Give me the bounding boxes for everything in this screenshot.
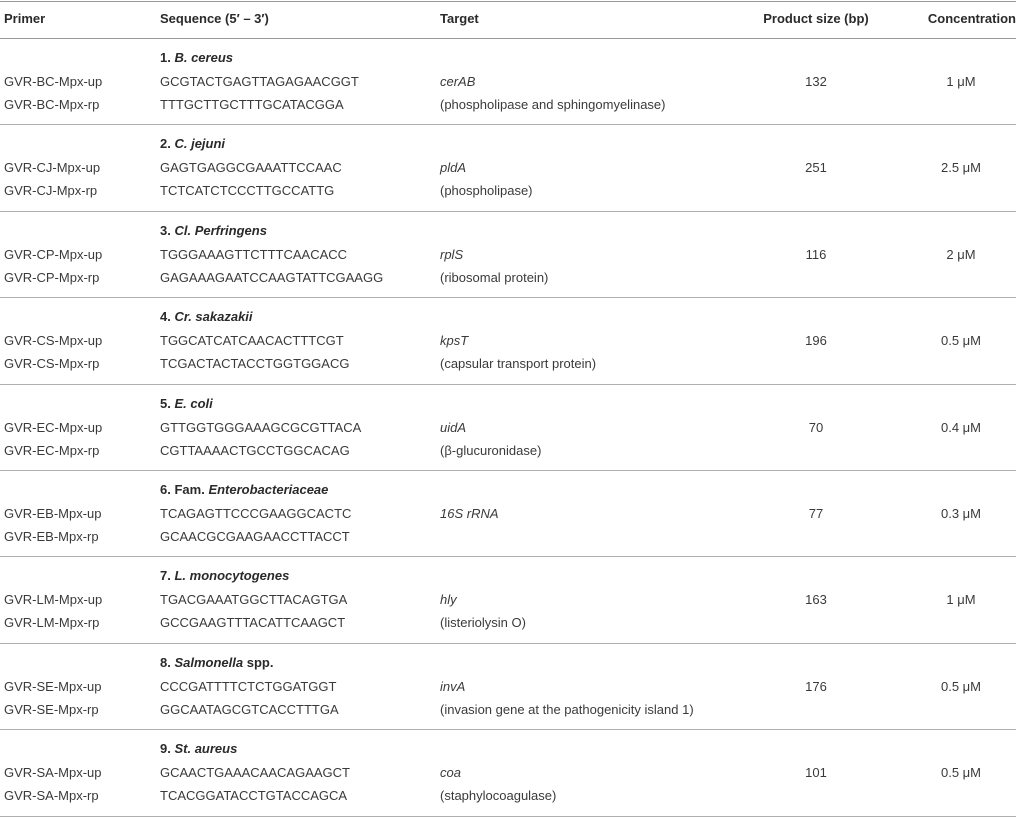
group-rule — [0, 124, 1016, 125]
primer-sequence-rp: GCCGAAGTTTACATTCAAGCT — [160, 615, 346, 631]
organism-name: Cl. Perfringens — [174, 222, 267, 238]
concentration: 0.5 μM — [940, 333, 981, 349]
primer-sequence-up: GCAACTGAAACAACAGAAGCT — [160, 765, 350, 781]
group-rule — [0, 211, 1016, 212]
organism-number: 7. — [160, 568, 171, 584]
organism-prefix: Fam. — [174, 482, 205, 497]
primer-sequence-up: TGACGAAATGGCTTACAGTGA — [160, 592, 348, 608]
organism-title — [160, 50, 233, 66]
primer-name-up: GVR-SE-Mpx-up — [4, 678, 102, 694]
target-gene: hly — [440, 592, 457, 608]
organism-name: Cr. sakazakii — [174, 309, 253, 325]
primer-sequence-up: TCAGAGTTCCCGAAGGCACTC — [160, 506, 352, 521]
concentration: 0.5 μM — [940, 678, 981, 694]
primer-name-rp: GVR-BC-Mpx-rp — [4, 97, 100, 112]
group-rule — [0, 816, 1016, 817]
primer-name-up: GVR-BC-Mpx-up — [4, 74, 103, 89]
group-rule — [0, 729, 1016, 730]
target-description: (invasion gene at the pathogenicity island 1) — [440, 701, 694, 717]
primer-name-rp: GVR-EB-Mpx-rp — [4, 529, 99, 544]
primer-sequence-up: TGGGAAAGTTCTTTCAACACC — [160, 246, 348, 262]
primer-name-up: GVR-EC-Mpx-up — [4, 419, 103, 435]
product-size: 77 — [808, 506, 824, 521]
target-gene: coa — [440, 765, 461, 781]
primer-sequence-rp: GAGAAAGAATCCAAGTATTCGAAGG — [160, 269, 384, 285]
target-description: (capsular transport protein) — [440, 356, 597, 372]
target-gene: rplS — [440, 246, 464, 262]
product-size: 176 — [805, 678, 827, 694]
header-product-size: Product size (bp) — [763, 11, 869, 26]
primer-name-up: GVR-SA-Mpx-up — [4, 765, 102, 781]
concentration: 2.5 μM — [940, 160, 981, 176]
primer-name-up: GVR-EB-Mpx-up — [4, 506, 102, 521]
primer-name-rp: GVR-SA-Mpx-rp — [4, 788, 99, 804]
primer-name-up: GVR-CJ-Mpx-up — [4, 160, 101, 176]
primer-sequence-rp: TTTGCTTGCTTTGCATACGGA — [160, 97, 344, 112]
header-rule — [0, 38, 1016, 39]
primer-name-rp: GVR-LM-Mpx-rp — [4, 615, 100, 631]
concentration: 2 μM — [946, 246, 976, 262]
primer-sequence-up: GTTGGTGGGAAAGCGCGTTACA — [160, 419, 362, 435]
target-description: (phospholipase) — [440, 183, 533, 199]
product-size: 251 — [805, 160, 827, 176]
group-rule — [0, 384, 1016, 385]
primer-name-rp: GVR-CP-Mpx-rp — [4, 269, 100, 285]
organism-title — [160, 655, 273, 671]
primer-sequence-up: TGGCATCATCAACACTTTCGT — [160, 333, 344, 349]
product-size: 101 — [805, 765, 827, 781]
product-size: 196 — [805, 333, 827, 349]
organism-title — [160, 741, 237, 757]
primer-name-rp: GVR-SE-Mpx-rp — [4, 701, 99, 717]
primer-sequence-up: GCGTACTGAGTTAGAGAACGGT — [160, 74, 359, 89]
organism-suffix: spp. — [246, 654, 274, 670]
group-rule — [0, 470, 1016, 471]
primer-sequence-rp: CGTTAAAACTGCCTGGCACAG — [160, 442, 350, 458]
organism-number: 1. — [160, 50, 171, 65]
organism-title — [160, 568, 289, 584]
organism-number: 3. — [160, 222, 171, 238]
organism-number: 2. — [160, 136, 171, 152]
target-gene: invA — [440, 678, 466, 694]
target-description: (ribosomal protein) — [440, 269, 549, 285]
organism-name: E. coli — [174, 395, 213, 411]
organism-number: 4. — [160, 309, 171, 325]
organism-number: 5. — [160, 395, 171, 411]
concentration: 1 μM — [946, 592, 976, 608]
target-gene: cerAB — [440, 74, 476, 89]
primer-sequence-rp: TCACGGATACCTGTACCAGCA — [160, 788, 348, 804]
target-description: (β-glucuronidase) — [440, 442, 542, 458]
target-gene: pldA — [440, 160, 467, 176]
organism-name: B. cereus — [174, 50, 234, 65]
product-size: 70 — [808, 419, 824, 435]
primer-name-up: GVR-CP-Mpx-up — [4, 246, 103, 262]
organism-name: C. jejuni — [174, 136, 226, 152]
organism-number: 6. — [160, 482, 171, 497]
header-target: Target — [440, 11, 479, 26]
concentration: 0.4 μM — [940, 419, 981, 435]
primer-sequence-up: CCCGATTTTCTCTGGATGGT — [160, 678, 337, 694]
primer-sequence-rp: TCGACTACTACCTGGTGGACG — [160, 356, 350, 372]
group-rule — [0, 297, 1016, 298]
target-gene: kpsT — [440, 333, 469, 349]
header-concentration: Concentration — [927, 11, 1016, 26]
primer-name-rp: GVR-CJ-Mpx-rp — [4, 183, 98, 199]
target-gene: 16S rRNA — [440, 506, 499, 521]
organism-name: Salmonella — [174, 654, 244, 670]
group-rule — [0, 556, 1016, 557]
organism-name: St. aureus — [174, 741, 238, 757]
target-description: (staphylocoagulase) — [440, 788, 557, 804]
organism-number: 9. — [160, 741, 171, 757]
primer-name-up: GVR-CS-Mpx-up — [4, 333, 103, 349]
organism-title — [160, 223, 267, 239]
primer-name-rp: GVR-EC-Mpx-rp — [4, 442, 100, 458]
table-top-rule — [0, 1, 1016, 2]
primer-name-up: GVR-LM-Mpx-up — [4, 592, 103, 608]
organism-title — [160, 482, 328, 498]
group-rule — [0, 643, 1016, 644]
target-description: (listeriolysin O) — [440, 615, 526, 631]
primer-sequence-rp: TCTCATCTCCCTTGCCATTG — [160, 183, 335, 199]
organism-number: 8. — [160, 654, 171, 670]
primer-sequence-rp: GGCAATAGCGTCACCTTTGA — [160, 701, 339, 717]
primer-name-rp: GVR-CS-Mpx-rp — [4, 356, 100, 372]
organism-name: L. monocytogenes — [174, 568, 290, 584]
organism-title — [160, 136, 225, 152]
header-primer: Primer — [4, 11, 46, 26]
header-sequence: Sequence (5′ – 3′) — [160, 11, 269, 26]
product-size: 132 — [805, 74, 827, 89]
product-size: 116 — [805, 246, 827, 262]
target-description: (phospholipase and sphingomyelinase) — [440, 97, 666, 112]
target-gene: uidA — [440, 419, 467, 435]
organism-title — [160, 396, 213, 412]
product-size: 163 — [805, 592, 827, 608]
organism-name: Enterobacteriaceae — [208, 482, 329, 497]
concentration: 0.3 μM — [940, 506, 981, 521]
concentration: 1 μM — [946, 74, 976, 89]
primer-sequence-up: GAGTGAGGCGAAATTCCAAC — [160, 160, 342, 176]
primer-sequence-rp: GCAACGCGAAGAACCTTACCT — [160, 529, 350, 544]
organism-title — [160, 309, 253, 325]
concentration: 0.5 μM — [940, 765, 981, 781]
